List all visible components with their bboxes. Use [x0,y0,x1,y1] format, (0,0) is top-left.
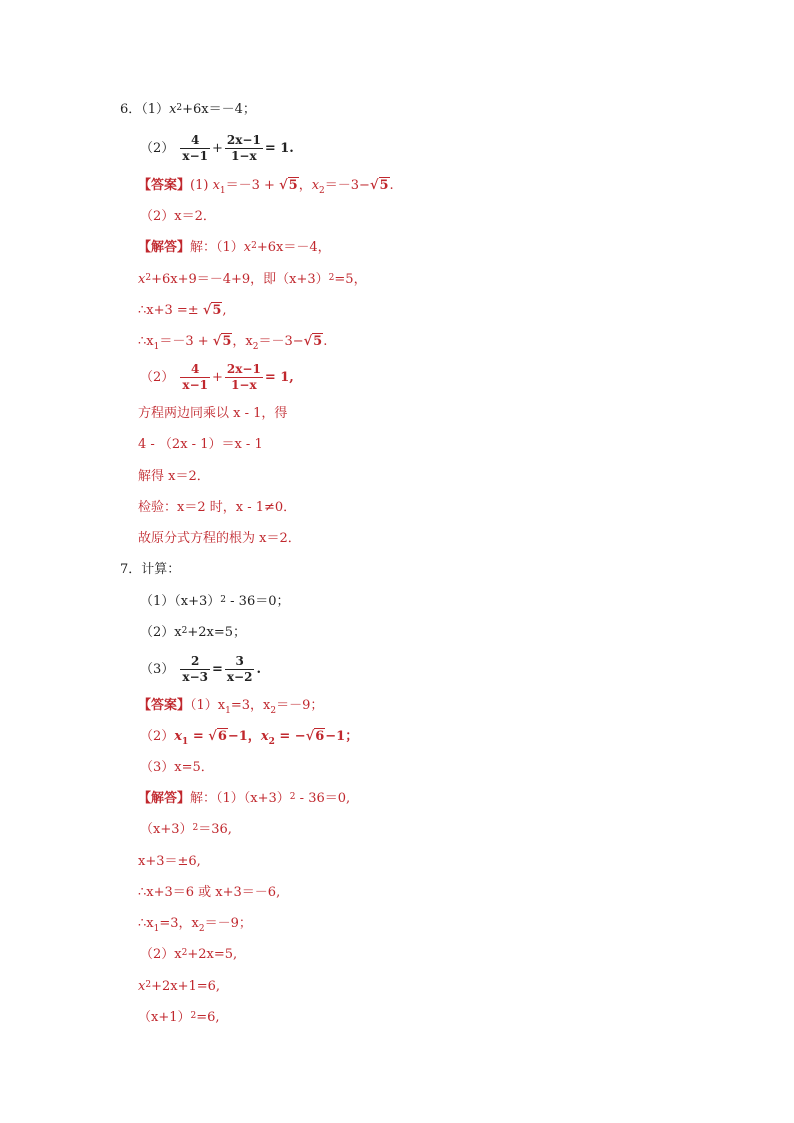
fraction: $\frac{3}{x-2}$ [226,654,253,684]
q6-solution-line8: 解得 x＝2． [138,469,210,484]
q7-part1: $(1)(x+3)^2 - 36=0$； [140,594,290,609]
answer-tag: 【答案】 [138,698,191,713]
q6-solution-line4: $\therefore x_1=-3 + √5$，$x_2=-3-√5$. [138,334,328,352]
q7-solution-line6: $(2)x^2+2x=5$, [140,947,238,962]
q7-answer-line1: 【答案】$(1)x_1=3$，$x_2=-9$； [138,698,324,716]
fraction: $\frac{4}{x-1}$ [182,133,208,163]
q6-number: 6． [120,102,142,117]
q7-answer-line2: $(2)x_1 = √6-1$，$x_2 = -√6-1$； [140,729,359,747]
q6-solution-line5: （2） $\frac{4}{x-1}$ + $\frac{2x-1}{1-x}$ = 1, [140,362,294,392]
sqrt: √5 [202,303,222,318]
q6-solution-line2: $x^2+6x+9=-4+9$，即$(x+3)^2=5$， [138,272,367,287]
q7-number: 7． [120,562,142,577]
fraction: $\frac{4}{x-1}$ [182,362,208,392]
q6-solution-line10: 故原分式方程的根为 x＝2． [138,531,301,546]
fraction: $\frac{2x-1}{1-x}$ [226,362,261,392]
q6-solution-line7: 4 - （2x - 1）＝x - 1 [138,437,263,452]
q6-solution-line1: 【解答】解：$(1)x^2+6x=-4$， [138,240,331,255]
solution-tag: 【解答】 [138,791,191,806]
q6-solution-line9: 检验：x＝2 时，x - 1≠0． [138,500,297,515]
q7-solution-line4: ∴x+3＝6 或 x+3＝－6, [138,885,281,900]
q6-part2: （2） $\frac{4}{x-1}$ + $\frac{2x-1}{1-x}$ = 1. [140,133,294,163]
solution-tag: 【解答】 [138,240,191,255]
sqrt: √6 [305,729,325,744]
q7-solution-line1: 【解答】解：$(1)(x+3)^2 - 36=0$, [138,791,351,806]
q7-answer-line3: （3）x=5． [140,760,214,775]
q6-part1: 6．$(1)x^2+6x=-4$； [120,102,256,117]
q6-answer-line2: （2）x＝2． [140,209,216,224]
q7-part3: （3） $\frac{2}{x-3}$ = $\frac{3}{x-2}$ . [140,654,261,684]
q6-answer-line1: 【答案】(1) $x_1=-3 + √5$，$x_2=-3-√5$. [138,178,394,196]
sqrt: √5 [279,178,298,193]
q6-solution-line3: ∴x+3 =± √5, [138,301,227,321]
q7-solution-line7: $x^2+2x+1=6$, [138,979,221,994]
q7-solution-line8: $(x+1)^2=6$, [138,1010,220,1025]
sqrt: √6 [208,729,227,744]
fraction: $\frac{2}{x-3}$ [182,654,208,684]
sqrt: √5 [303,334,323,349]
sqrt: √5 [369,178,389,193]
q7-solution-line3: x+3＝±6, [138,854,201,869]
q7-solution-line5: $\therefore x_1=3$，$x_2=-9$； [138,916,252,934]
q7-title: 7．计算： [120,562,181,577]
q7-part2: $(2)x^2+2x=5$； [140,625,247,640]
sqrt: √5 [212,334,232,349]
q7-solution-line2: $(x+3)^2=36$, [140,822,232,837]
answer-tag: 【答案】 [138,178,191,193]
fraction: $\frac{2x-1}{1-x}$ [226,133,261,163]
q6-solution-line6: 方程两边同乘以 x - 1，得 [138,406,288,421]
